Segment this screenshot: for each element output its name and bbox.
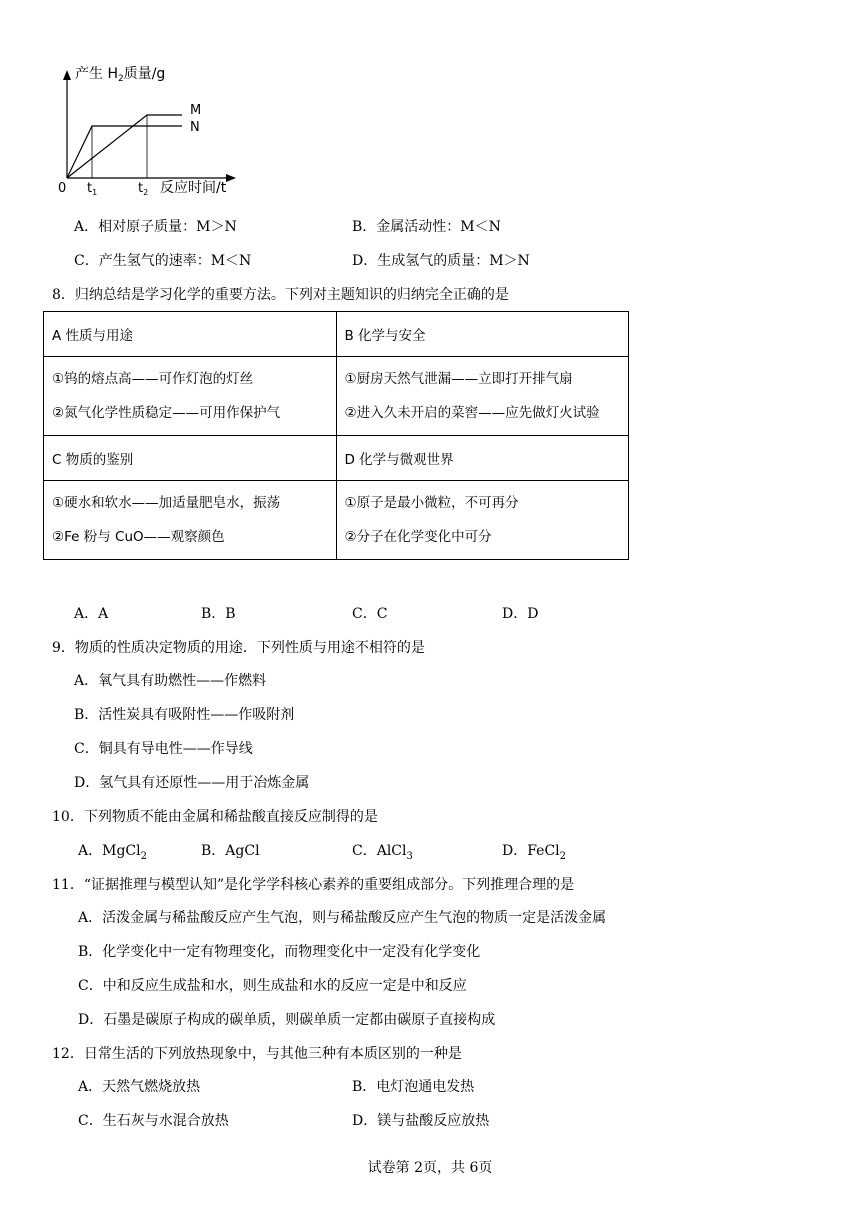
cell-c-line-2: ②Fe 粉与 CuO——观察颜色: [52, 529, 225, 545]
t2-label: $t_2$: [138, 181, 149, 197]
q11-option-c[interactable]: C．中和反应生成盐和水，则生成盐和水的反应一定是中和反应: [78, 978, 467, 994]
q8-knowledge-table: [43, 311, 629, 560]
q9-option-a[interactable]: A．氧气具有助燃性——作燃料: [74, 673, 267, 689]
cell-a-line-1: ①钨的熔点高——可作灯泡的灯丝: [52, 371, 254, 387]
page-footer: 试卷第 2页，共 6页: [367, 1160, 493, 1176]
x-axis-label: 反应时间/t: [160, 180, 227, 196]
q11-stem: 11．“证据推理与模型认知”是化学学科核心素养的重要组成部分。下列推理合理的是: [52, 877, 575, 893]
q10-option-b[interactable]: B．AgCl: [201, 843, 260, 859]
cell-d-body: [336, 481, 629, 560]
q7-option-d[interactable]: D．生成氢气的质量：M＞N: [352, 253, 530, 269]
q12-option-d[interactable]: D．镁与盐酸反应放热: [352, 1113, 490, 1129]
reaction-graph: [50, 58, 250, 203]
q9-option-c[interactable]: C．铜具有导电性——作导线: [74, 741, 253, 757]
q7-option-a[interactable]: A．相对原子质量：M＞N: [74, 219, 237, 235]
y-axis-arrow: [63, 70, 71, 80]
curve-m-label: M: [190, 103, 202, 118]
origin-label: 0: [58, 181, 67, 196]
cell-a-body: [44, 357, 337, 436]
q8-stem: 8．归纳总结是学习化学的重要方法。下列对主题知识的归纳完全正确的是: [52, 287, 509, 303]
curve-n-label: N: [190, 120, 200, 135]
q12-stem: 12．日常生活的下列放热现象中，与其他三种有本质区别的一种是: [52, 1046, 462, 1062]
cell-b-line-1: ①厨房天然气泄漏——立即打开排气扇: [344, 371, 573, 387]
q9-stem: 9．物质的性质决定物质的用途．下列性质与用途不相符的是: [52, 640, 425, 656]
q11-option-b[interactable]: B．化学变化中一定有物理变化，而物理变化中一定没有化学变化: [78, 944, 481, 960]
q8-option-d[interactable]: D．D: [502, 606, 539, 622]
q7-option-c[interactable]: C．产生氢气的速率：M＜N: [74, 253, 252, 269]
q10-option-a[interactable]: A．MgCl$_2$: [78, 843, 147, 862]
cell-a-line-2: ②氮气化学性质稳定——可用作保护气: [52, 405, 281, 421]
cell-b-body: [336, 357, 629, 436]
x-axis-arrow: [226, 174, 236, 182]
curve-m: [67, 115, 182, 178]
q11-option-d[interactable]: D．石墨是碳原子构成的碳单质，则碳单质一定都由碳原子直接构成: [78, 1012, 496, 1028]
q11-option-a[interactable]: A．活泼金属与稀盐酸反应产生气泡，则与稀盐酸反应产生气泡的物质一定是活泼金属: [78, 910, 607, 926]
q9-option-d[interactable]: D．氢气具有还原性——用于冶炼金属: [74, 775, 310, 791]
q10-stem: 10．下列物质不能由金属和稀盐酸直接反应制得的是: [52, 809, 378, 825]
graph-svg: [50, 58, 250, 203]
q9-option-b[interactable]: B．活性炭具有吸附性——作吸附剂: [74, 707, 295, 723]
q10-option-c[interactable]: C．AlCl$_3$: [352, 843, 413, 862]
q12-option-c[interactable]: C．生石灰与水混合放热: [78, 1113, 229, 1129]
cell-b-title: B 化学与安全: [336, 312, 629, 357]
q8-option-c[interactable]: C．C: [352, 606, 388, 622]
curve-n: [67, 126, 182, 178]
cell-d-title: D 化学与微观世界: [336, 436, 629, 481]
cell-c-line-1: ①硬水和软水——加适量肥皂水，振荡: [52, 495, 281, 511]
cell-d-line-2: ②分子在化学变化中可分: [344, 529, 492, 545]
q7-option-b[interactable]: B．金属活动性：M＜N: [352, 219, 501, 235]
q10-option-d[interactable]: D．FeCl$_2$: [502, 843, 567, 862]
cell-c-body: [44, 481, 337, 560]
cell-b-line-2: ②进入久未开启的菜窖——应先做灯火试验: [344, 405, 600, 421]
q12-option-a[interactable]: A．天然气燃烧放热: [78, 1079, 201, 1095]
t1-label: $t_1$: [87, 181, 98, 197]
y-axis-label: 产生 $H_2$质量/g: [75, 66, 166, 84]
cell-c-title: C 物质的鉴别: [44, 436, 337, 481]
q12-option-b[interactable]: B．电灯泡通电发热: [352, 1079, 475, 1095]
q8-option-a[interactable]: A．A: [74, 606, 109, 622]
q8-option-b[interactable]: B．B: [201, 606, 236, 622]
cell-d-line-1: ①原子是最小微粒，不可再分: [344, 495, 519, 511]
cell-a-title: A 性质与用途: [44, 312, 337, 357]
